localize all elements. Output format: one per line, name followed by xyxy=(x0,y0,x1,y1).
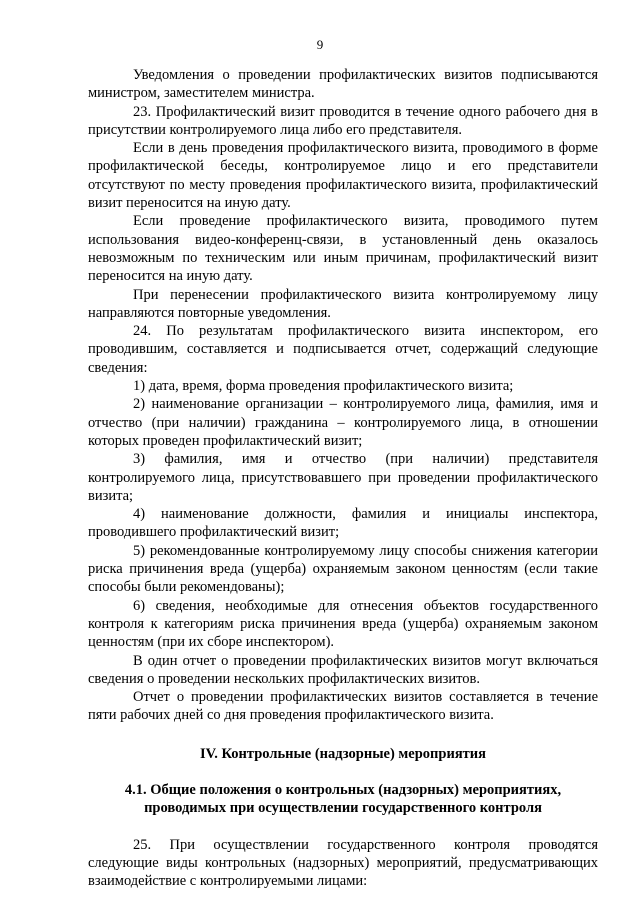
list-item-1: 1) дата, время, форма проведения профилактического визита; xyxy=(133,378,514,395)
paragraph-25: 25. При осуществлении государственного контроля проводятся следующие виды контрольных (надзорных) мероприятий, предусматривающих взаимодействие с контролируемыми лицами: xyxy=(88,836,598,890)
list-item-2: 2) наименование организации – контролируемого лица, фамилия, имя и отчество (при наличии) гражданина – контролируемого лица, в отношении которых проведен профилактический визит; xyxy=(88,396,598,449)
paragraph-repeat-notice: При перенесении профилактического визита контролируемому лицу направляются повторные уведомления. xyxy=(88,286,598,321)
paragraph-vcs-reschedule: Если проведение профилактического визита, проводимого путем использования видео-конференц-связи, в установленный день оказалось невозможным по техническим или иным причинам, профилактический визит переносится на иную дату. xyxy=(88,213,598,285)
subsection-heading-line-1: 4.1. Общие положения о контрольных (надзорных) мероприятиях, xyxy=(124,781,562,798)
page-number: 9 xyxy=(316,37,324,52)
paragraph-24: 24. По результатам профилактического визита инспектором, его проводившим, составляется и подписывается отчет, содержащий следующие сведения: xyxy=(88,323,598,376)
list-item-5: 5) рекомендованные контролируемому лицу способы снижения категории риска причинения вреда (ущерба) охраняемым законом ценностям (если такие способы были рекомендованы); xyxy=(88,542,598,596)
section-heading: IV. Контрольные (надзорные) мероприятия xyxy=(200,745,486,762)
list-item-3: 3) фамилия, имя и отчество (при наличии) представителя контролируемого лица, присутствовавшего при проведении профилактического визита; xyxy=(88,451,598,504)
subsection-heading xyxy=(88,781,598,818)
list-item-4: 4) наименование должности, фамилия и инициалы инспектора, проводившего профилактический визит; xyxy=(88,506,598,541)
paragraph-report-deadline: Отчет о проведении профилактических визитов составляется в течение пяти рабочих дней со дня проведения профилактического визита. xyxy=(88,689,598,724)
list-item-6: 6) сведения, необходимые для отнесения объектов государственного контроля к категориям риска причинения вреда (ущерба) охраняемым законом ценностям (при их сборе инспектором). xyxy=(88,597,598,651)
paragraph-absence-reschedule: Если в день проведения профилактического визита, проводимого в форме профилактической беседы, контролируемое лицо и его представители отсутствуют по месту проведения профилактического визита, профилактический визит переносится на иную дату. xyxy=(88,140,598,212)
subsection-heading-line-2: проводимых при осуществлении государственного контроля xyxy=(144,800,542,817)
paragraph-multiple-visits: В один отчет о проведении профилактических визитов могут включаться сведения о проведении нескольких профилактических визитов. xyxy=(88,652,598,687)
document-body xyxy=(88,66,598,890)
paragraph-23: 23. Профилактический визит проводится в течение одного рабочего дня в присутствии контролируемого лица либо его представителя. xyxy=(88,103,598,138)
paragraph-notice-signing: Уведомления о проведении профилактических визитов подписываются министром, заместителем министра. xyxy=(88,67,598,102)
